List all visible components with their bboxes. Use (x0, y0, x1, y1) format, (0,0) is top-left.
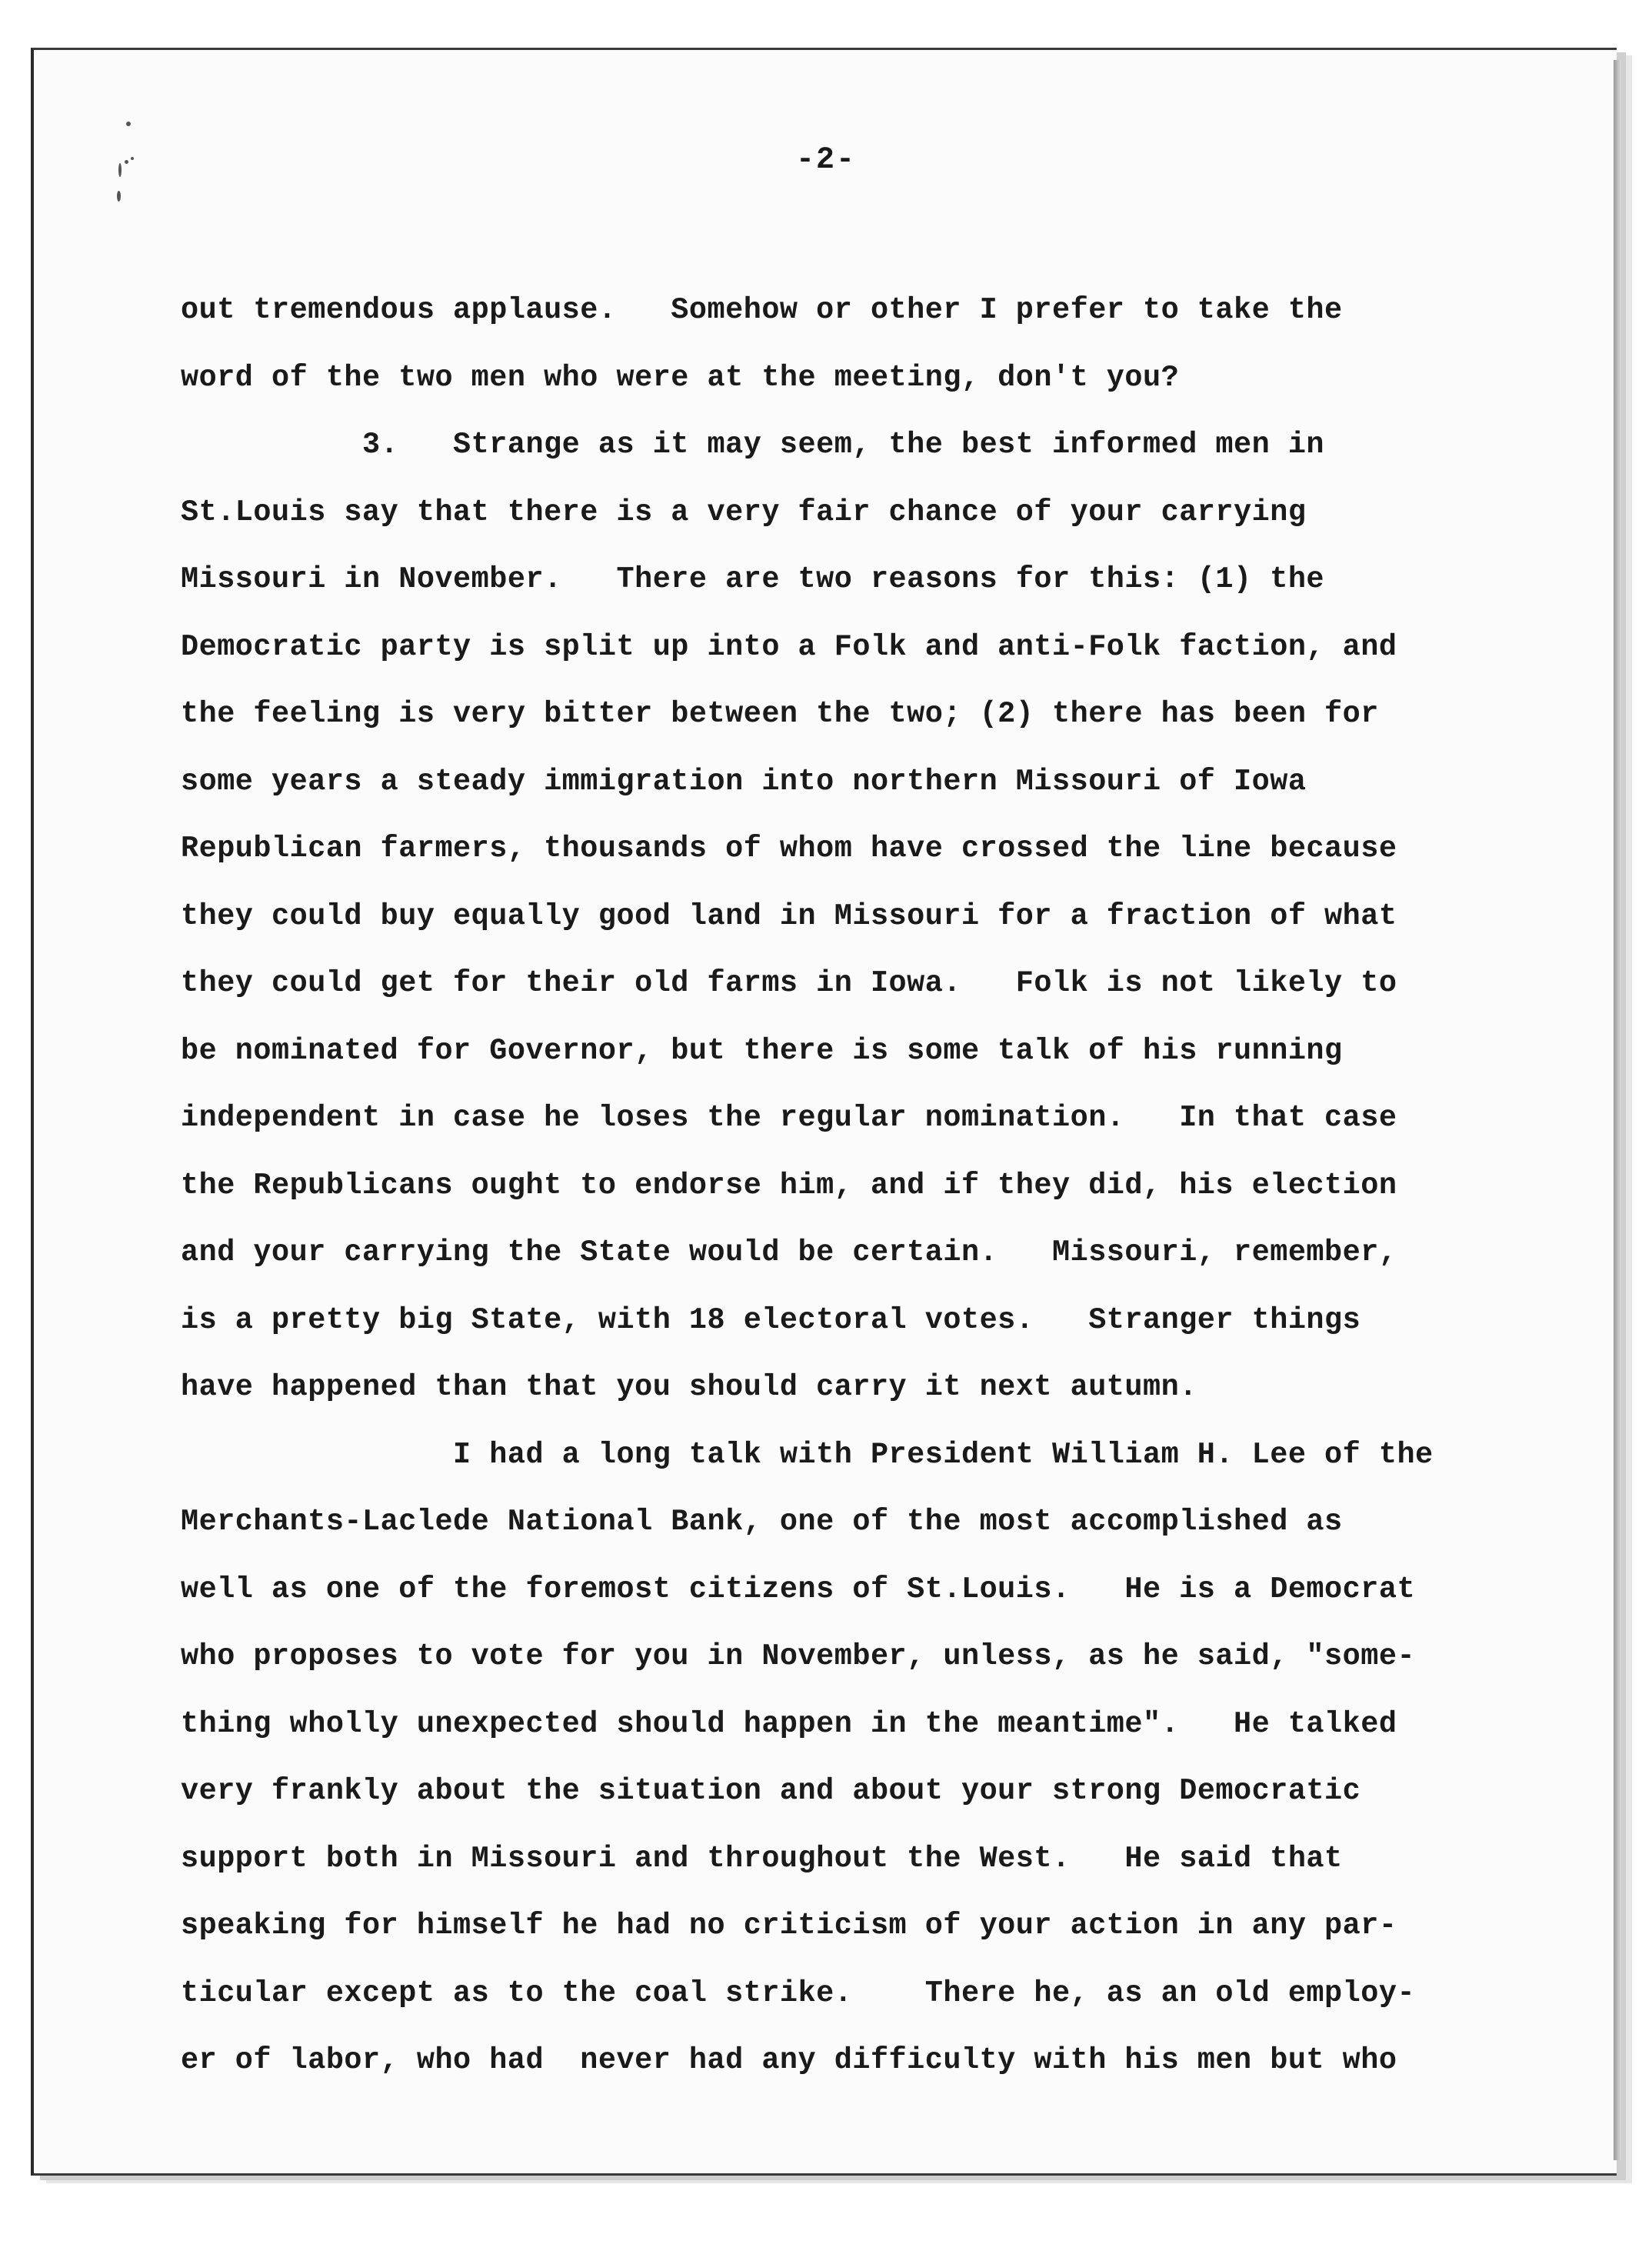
text-line: word of the two men who were at the meeting, don't you? (181, 360, 1180, 395)
text-line: Democratic party is split up into a Folk and anti-Folk faction, and (181, 629, 1397, 664)
text-line: St.Louis say that there is a very fair chance of your carrying (181, 495, 1307, 529)
text-line: and your carrying the State would be certain. Missouri, remember, (181, 1236, 1397, 1269)
text-line: Missouri in November. There are two reasons for this: (1) the (181, 562, 1325, 596)
text-line: speaking for himself he had no criticism of your action in any par- (181, 1909, 1397, 1943)
text-line: they could get for their old farms in Iowa. Folk is not likely to (181, 966, 1397, 1000)
text-line: Republican farmers, thousands of whom have crossed the line because (181, 832, 1397, 865)
text-line: I had a long talk with President William H. Lee of the (181, 1437, 1434, 1472)
text-line: out tremendous applause. Somehow or other I prefer to take the (181, 293, 1343, 327)
text-line: well as one of the foremost citizens of St.Louis. He is a Democrat (181, 1572, 1416, 1606)
text-line: support both in Missouri and throughout the West. He said that (181, 1841, 1343, 1876)
letter-body (181, 277, 1565, 2095)
text-line: some years a steady immigration into northern Missouri of Iowa (181, 764, 1307, 799)
text-line: 3. Strange as it may seem, the best informed men in (181, 428, 1325, 462)
text-line: the feeling is very bitter between the two; (2) there has been for (181, 697, 1379, 731)
text-line: be nominated for Governor, but there is some talk of his running (181, 1033, 1343, 1068)
text-line: very frankly about the situation and about your strong Democratic (181, 1774, 1361, 1808)
text-line: ticular except as to the coal strike. There he, as an old employ- (181, 1976, 1416, 2010)
paper-edge-shadow (1614, 60, 1621, 2160)
text-line: Merchants-Laclede National Bank, one of the most accomplished as (181, 1505, 1343, 1539)
text-line: they could buy equally good land in Missouri for a fraction of what (181, 899, 1397, 933)
text-line: thing wholly unexpected should happen in the meantime". He talked (181, 1706, 1397, 1741)
text-line: the Republicans ought to endorse him, and if they did, his election (181, 1168, 1397, 1202)
text-line: independent in case he loses the regular nomination. In that case (181, 1101, 1397, 1135)
text-line: is a pretty big State, with 18 electoral votes. Stranger things (181, 1302, 1361, 1337)
page-number: -2- (795, 143, 856, 178)
text-line: have happened than that you should carry it next autumn. (181, 1370, 1197, 1404)
text-line: er of labor, who had never had any difficulty with his men but who (181, 2043, 1397, 2077)
text-line: who proposes to vote for you in November, unless, as he said, "some- (181, 1639, 1416, 1673)
